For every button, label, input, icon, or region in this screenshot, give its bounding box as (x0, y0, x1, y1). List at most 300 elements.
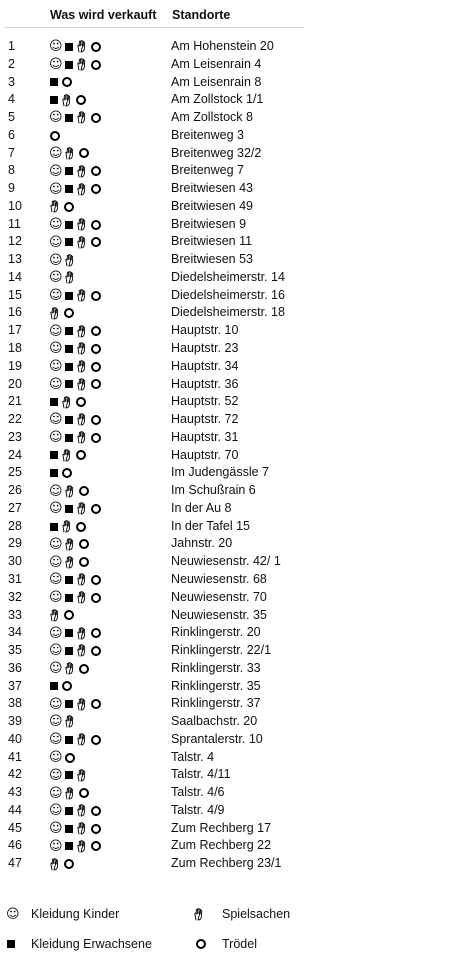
table-row (0, 233, 456, 251)
row-number: 9 (8, 181, 15, 196)
square-icon (65, 594, 73, 602)
row-number: 25 (8, 465, 22, 480)
offer-symbols (49, 571, 101, 589)
offer-symbols (49, 820, 101, 838)
offer-symbols (49, 322, 101, 340)
location-name: Hauptstr. 70 (171, 447, 239, 462)
table-row (0, 162, 456, 180)
offer-symbols (49, 500, 101, 518)
table-row (0, 429, 456, 447)
ring-icon (79, 486, 89, 496)
location-name: Breitwiesen 53 (171, 252, 253, 267)
location-name: Hauptstr. 31 (171, 429, 239, 444)
table-row (0, 464, 456, 482)
hand-icon (76, 822, 88, 835)
table-row (0, 784, 456, 802)
table-row (0, 589, 456, 607)
location-name: Diedelsheimerstr. 18 (171, 305, 285, 320)
location-name: Hauptstr. 72 (171, 412, 239, 427)
ring-icon (91, 824, 101, 834)
location-name: Rinklingerstr. 22/1 (171, 643, 272, 658)
ring-icon (64, 859, 74, 869)
row-number: 12 (8, 234, 22, 249)
square-icon (65, 43, 73, 51)
location-name: Hauptstr. 23 (171, 341, 239, 356)
location-name: In der Tafel 15 (171, 518, 250, 533)
location-name: Zum Rechberg 23/1 (171, 856, 282, 871)
ring-icon (76, 397, 86, 407)
row-number: 17 (8, 323, 22, 338)
offer-symbols (49, 56, 101, 74)
table-row (0, 802, 456, 820)
table-row (0, 358, 456, 376)
hand-icon (61, 396, 73, 409)
square-icon (65, 576, 73, 584)
location-name: Breitwiesen 43 (171, 181, 253, 196)
row-number: 3 (8, 74, 15, 89)
smiley-icon: ☺ (49, 643, 63, 659)
table-row (0, 304, 456, 322)
row-number: 33 (8, 607, 22, 622)
table-row (0, 642, 456, 660)
row-number: 31 (8, 571, 22, 586)
table-row (0, 607, 456, 625)
hand-icon (76, 769, 88, 782)
table-row (0, 198, 456, 216)
hand-icon (76, 698, 88, 711)
row-number: 46 (8, 838, 22, 853)
offer-symbols (49, 464, 72, 482)
offer-symbols (49, 660, 89, 678)
row-number: 19 (8, 358, 22, 373)
row-number: 20 (8, 376, 22, 391)
hand-icon (64, 271, 76, 284)
row-number: 28 (8, 518, 22, 533)
location-name: Diedelsheimerstr. 16 (171, 287, 285, 302)
smiley-icon: ☺ (49, 838, 63, 854)
hand-icon (64, 787, 76, 800)
legend-junk: Trödel (222, 937, 257, 951)
table-row (0, 74, 456, 92)
hand-icon (61, 449, 73, 462)
offer-symbols (49, 162, 101, 180)
square-icon (50, 78, 58, 86)
square-icon (65, 292, 73, 300)
row-number: 24 (8, 447, 22, 462)
smiley-icon: ☺ (49, 821, 63, 837)
table-row (0, 820, 456, 838)
offer-symbols (49, 855, 74, 873)
location-name: Neuwiesenstr. 70 (171, 589, 267, 604)
location-name: Neuwiesenstr. 68 (171, 571, 267, 586)
row-number: 6 (8, 127, 15, 142)
smiley-icon: ☺ (49, 217, 63, 233)
square-icon (65, 363, 73, 371)
table-row (0, 447, 456, 465)
smiley-icon: ☺ (49, 572, 63, 588)
offer-symbols (49, 678, 72, 696)
smiley-icon: ☺ (49, 501, 63, 517)
offer-symbols (49, 74, 72, 92)
row-number: 21 (8, 394, 22, 409)
location-name: Breitenweg 3 (171, 127, 244, 142)
ring-icon (91, 326, 101, 336)
offer-symbols (49, 287, 101, 305)
table-row (0, 855, 456, 873)
offer-symbols (49, 38, 101, 56)
location-name: Rinklingerstr. 20 (171, 625, 261, 640)
location-name: Neuwiesenstr. 42/ 1 (171, 554, 281, 569)
hand-icon (76, 804, 88, 817)
hand-icon (76, 378, 88, 391)
location-name: Talstr. 4 (171, 749, 215, 764)
hand-icon (64, 662, 76, 675)
smiley-icon: ☺ (49, 554, 63, 570)
location-name: Diedelsheimerstr. 14 (171, 269, 285, 284)
hand-icon (49, 858, 61, 871)
ring-icon (65, 753, 75, 763)
legend-row-2 (0, 934, 456, 954)
smiley-icon: ☺ (49, 590, 63, 606)
ring-icon (91, 841, 101, 851)
square-icon (65, 629, 73, 637)
offer-symbols (49, 713, 76, 731)
location-name: Talstr. 4/9 (171, 802, 225, 817)
row-number: 26 (8, 483, 22, 498)
location-name: In der Au 8 (171, 500, 232, 515)
row-number: 5 (8, 110, 15, 125)
hand-icon (76, 289, 88, 302)
row-number: 8 (8, 163, 15, 178)
offer-symbols (49, 393, 86, 411)
square-icon (65, 416, 73, 424)
table-header (0, 8, 456, 26)
offer-symbols (49, 766, 88, 784)
row-number: 13 (8, 252, 22, 267)
legend-row-1 (0, 904, 456, 924)
smiley-icon: ☺ (49, 288, 63, 304)
ring-icon (50, 131, 60, 141)
smiley-icon: ☺ (49, 412, 63, 428)
row-number: 47 (8, 856, 22, 871)
hand-icon (76, 431, 88, 444)
ring-icon (91, 184, 101, 194)
offer-symbols (49, 731, 101, 749)
row-number: 37 (8, 678, 22, 693)
row-number: 42 (8, 767, 22, 782)
offer-symbols (49, 642, 101, 660)
smiley-icon: ☺ (49, 270, 63, 286)
ring-icon (91, 593, 101, 603)
table-row (0, 411, 456, 429)
location-name: Im Schußrain 6 (171, 483, 256, 498)
row-number: 16 (8, 305, 22, 320)
offer-symbols (49, 535, 89, 553)
location-name: Am Hohenstein 20 (171, 39, 274, 53)
offer-symbols (49, 837, 101, 855)
smiley-icon: ☺ (49, 430, 63, 446)
square-icon (50, 523, 58, 531)
row-number: 36 (8, 660, 22, 675)
hand-icon (64, 254, 76, 267)
ring-icon (64, 202, 74, 212)
row-number: 2 (8, 56, 15, 71)
hand-icon (76, 644, 88, 657)
ring-icon (79, 539, 89, 549)
hand-icon (76, 627, 88, 640)
location-name: Am Leisenrain 4 (171, 56, 262, 71)
offer-symbols (49, 340, 101, 358)
offer-symbols (49, 518, 86, 536)
square-icon (65, 61, 73, 69)
table-row (0, 393, 456, 411)
square-icon (6, 934, 16, 954)
location-name: Talstr. 4/11 (171, 767, 231, 782)
table-row (0, 251, 456, 269)
hand-icon (193, 904, 205, 924)
hand-icon (64, 538, 76, 551)
hand-icon (49, 307, 61, 320)
offer-symbols (49, 233, 101, 251)
square-icon (65, 380, 73, 388)
ring-icon (91, 60, 101, 70)
offer-symbols (49, 624, 101, 642)
square-icon (65, 167, 73, 175)
offer-symbols (49, 429, 101, 447)
ring-icon (62, 468, 72, 478)
row-number: 39 (8, 714, 22, 729)
smiley-icon: ☺ (49, 110, 63, 126)
row-number: 11 (8, 216, 21, 231)
smiley-icon: ☺ (49, 39, 63, 55)
ring-icon (91, 628, 101, 638)
smiley-icon: ☺ (49, 323, 63, 339)
table-row (0, 109, 456, 127)
table-row (0, 180, 456, 198)
row-number: 41 (8, 749, 22, 764)
offer-symbols (49, 447, 86, 465)
offer-symbols (49, 269, 76, 287)
table-row (0, 713, 456, 731)
location-name: Breitenweg 7 (171, 163, 244, 178)
ring-icon (64, 308, 74, 318)
offer-symbols (49, 482, 89, 500)
hand-icon (64, 147, 76, 160)
hand-icon (76, 111, 88, 124)
legend-kids-clothing: Kleidung Kinder (31, 907, 120, 921)
square-icon (65, 114, 73, 122)
row-number: 22 (8, 412, 22, 427)
square-icon (50, 96, 58, 104)
column-header-offer: Was wird verkauft (50, 8, 157, 22)
table-row (0, 500, 456, 518)
ring-icon (62, 77, 72, 87)
hand-icon (76, 733, 88, 746)
table-row (0, 660, 456, 678)
ring-icon (91, 362, 101, 372)
location-name: Am Leisenrain 8 (171, 74, 262, 89)
smiley-icon: ☺ (49, 359, 63, 375)
smiley-icon: ☺ (49, 483, 63, 499)
table-row (0, 216, 456, 234)
offer-symbols (49, 376, 101, 394)
smiley-icon: ☺ (49, 163, 63, 179)
table-row (0, 482, 456, 500)
smiley-icon: ☺ (49, 57, 63, 73)
location-name: Jahnstr. 20 (171, 536, 233, 551)
table-row (0, 749, 456, 767)
smiley-icon: ☺ (49, 376, 63, 392)
ring-icon (79, 788, 89, 798)
ring-icon (91, 237, 101, 247)
table-row (0, 269, 456, 287)
hand-icon (49, 609, 61, 622)
location-name: Saalbachstr. 20 (171, 714, 258, 729)
ring-icon (91, 415, 101, 425)
hand-icon (49, 200, 61, 213)
hand-icon (76, 591, 88, 604)
location-name: Zum Rechberg 22 (171, 838, 272, 853)
location-name: Talstr. 4/6 (171, 785, 225, 800)
square-icon (65, 221, 73, 229)
offer-symbols (49, 802, 101, 820)
hand-icon (76, 573, 88, 586)
hand-icon (76, 840, 88, 853)
ring-icon (91, 699, 101, 709)
ring-icon (91, 166, 101, 176)
ring-icon (76, 95, 86, 105)
smiley-icon: ☺ (49, 785, 63, 801)
location-name: Zum Rechberg 17 (171, 820, 272, 835)
smiley-icon: ☺ (49, 252, 63, 268)
row-number: 44 (8, 802, 22, 817)
offer-symbols (49, 358, 101, 376)
ring-icon (79, 664, 89, 674)
square-icon (65, 647, 73, 655)
ring-icon (76, 450, 86, 460)
ring-icon (91, 806, 101, 816)
header-divider (4, 27, 304, 28)
square-icon (50, 451, 58, 459)
smiley-icon: ☺ (49, 750, 63, 765)
square-icon (65, 807, 73, 815)
square-icon (65, 842, 73, 850)
offer-symbols (49, 411, 101, 429)
smiley-icon: ☺ (49, 536, 63, 552)
offer-symbols (49, 553, 89, 571)
hand-icon (76, 413, 88, 426)
hand-icon (76, 218, 88, 231)
offer-symbols (49, 145, 89, 163)
offer-symbols (49, 695, 101, 713)
offer-symbols (49, 749, 75, 767)
ring-icon (91, 433, 101, 443)
smiley-icon: ☺ (49, 696, 63, 712)
location-name: Rinklingerstr. 35 (171, 678, 261, 693)
offer-symbols (49, 180, 101, 198)
location-name: Hauptstr. 10 (171, 323, 239, 338)
square-icon (65, 345, 73, 353)
offer-symbols (49, 251, 76, 269)
smiley-icon: ☺ (6, 906, 20, 922)
square-icon (50, 469, 58, 477)
table-row (0, 535, 456, 553)
offer-symbols (49, 109, 101, 127)
row-number: 27 (8, 500, 22, 515)
table-row (0, 766, 456, 784)
square-icon (50, 682, 58, 690)
ring-icon (91, 504, 101, 514)
square-icon (65, 700, 73, 708)
ring-icon (62, 681, 72, 691)
column-header-location: Standorte (172, 8, 231, 22)
legend-adult-clothing: Kleidung Erwachsene (31, 937, 152, 951)
hand-icon (76, 360, 88, 373)
square-icon (65, 185, 73, 193)
table-row (0, 127, 456, 145)
hand-icon (76, 183, 88, 196)
row-number: 7 (8, 145, 15, 160)
square-icon (65, 327, 73, 335)
hand-icon (64, 556, 76, 569)
row-number: 15 (8, 287, 22, 302)
smiley-icon: ☺ (49, 341, 63, 357)
table-row (0, 837, 456, 855)
location-name: Im Judengässle 7 (171, 465, 269, 480)
table-row (0, 38, 456, 56)
ring-icon (64, 610, 74, 620)
table-row (0, 695, 456, 713)
ring-icon (91, 220, 101, 230)
offer-symbols (49, 198, 74, 216)
row-number: 30 (8, 554, 22, 569)
row-number: 18 (8, 341, 22, 356)
table-row (0, 731, 456, 749)
hand-icon (76, 236, 88, 249)
table-row (0, 518, 456, 536)
ring-icon (91, 291, 101, 301)
table-row (0, 553, 456, 571)
smiley-icon: ☺ (49, 661, 63, 677)
offer-symbols (49, 589, 101, 607)
ring-icon (76, 522, 86, 532)
ring-icon (195, 934, 206, 954)
location-list (0, 38, 456, 873)
table-row (0, 322, 456, 340)
row-number: 1 (8, 39, 15, 53)
square-icon (65, 771, 73, 779)
smiley-icon: ☺ (49, 234, 63, 250)
hand-icon (61, 520, 73, 533)
hand-icon (64, 715, 76, 728)
ring-icon (91, 575, 101, 585)
hand-icon (61, 94, 73, 107)
offer-symbols (49, 127, 60, 145)
smiley-icon: ☺ (49, 732, 63, 748)
location-name: Sprantalerstr. 10 (171, 731, 263, 746)
smiley-icon: ☺ (49, 625, 63, 641)
square-icon (65, 434, 73, 442)
table-row (0, 624, 456, 642)
hand-icon (76, 502, 88, 515)
row-number: 40 (8, 731, 22, 746)
location-name: Breitwiesen 49 (171, 198, 253, 213)
location-name: Neuwiesenstr. 35 (171, 607, 267, 622)
row-number: 14 (8, 269, 22, 284)
smiley-icon: ☺ (49, 803, 63, 819)
table-row (0, 145, 456, 163)
smiley-icon: ☺ (49, 767, 63, 783)
